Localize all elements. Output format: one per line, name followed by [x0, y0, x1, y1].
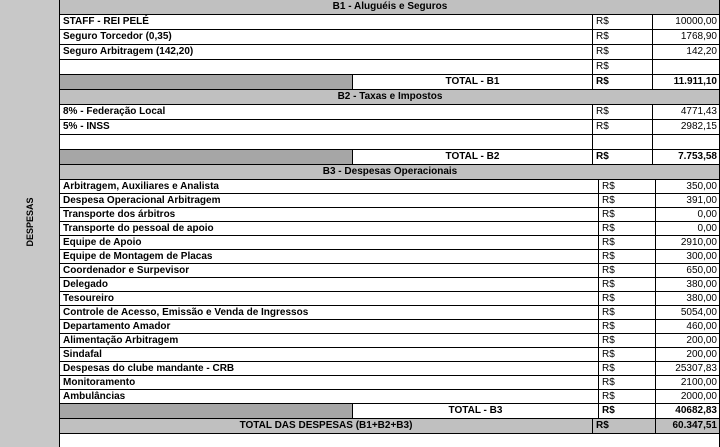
- side-label: DESPESAS: [25, 197, 35, 247]
- currency-cell: [593, 135, 653, 149]
- section-total-row: [60, 75, 720, 90]
- expense-value: [653, 60, 720, 74]
- currency-cell: R$: [599, 236, 656, 249]
- grand-total-row: [60, 419, 720, 434]
- section-title: B1 - Aluguéis e Seguros: [332, 1, 448, 12]
- section-title: B2 - Taxas e Impostos: [337, 91, 443, 102]
- currency-cell: R$: [599, 264, 656, 277]
- currency-cell: R$: [599, 180, 656, 193]
- currency-cell: R$: [599, 334, 656, 347]
- expense-value: 25307,83: [675, 363, 717, 374]
- section-total-value: 40682,83: [675, 405, 717, 416]
- currency-cell: R$: [593, 150, 653, 164]
- expense-value: [653, 135, 720, 149]
- expense-value: 1768,90: [680, 31, 717, 42]
- expense-label: Despesa Operacional Arbitragem: [60, 194, 599, 207]
- expense-value: 0,00: [697, 209, 717, 220]
- currency-cell: R$: [599, 306, 656, 319]
- currency-cell: R$: [599, 194, 656, 207]
- section-total-label: TOTAL - B2: [353, 150, 593, 164]
- expense-label: 8% - Federação Local: [60, 105, 593, 119]
- expense-value: 142,20: [686, 46, 717, 57]
- expense-label: Equipe de Apoio: [60, 236, 599, 249]
- expense-label: Alimentação Arbitragem: [60, 334, 599, 347]
- expense-label: 5% - INSS: [60, 120, 593, 134]
- total-fill: [60, 75, 353, 89]
- expense-row: [60, 222, 720, 236]
- expense-value: 650,00: [686, 265, 717, 276]
- section-total-value: 11.911,10: [673, 76, 717, 87]
- expense-label: Departamento Amador: [60, 320, 599, 333]
- expense-row: [60, 334, 720, 348]
- expense-row: [60, 362, 720, 376]
- expense-row: [60, 250, 720, 264]
- expense-label: Transporte do pessoal de apoio: [60, 222, 599, 235]
- expense-row: [60, 278, 720, 292]
- section-total-row: [60, 150, 720, 165]
- expense-row: [60, 236, 720, 250]
- currency-cell: R$: [599, 376, 656, 389]
- currency-cell: R$: [593, 30, 653, 44]
- section-total-label: TOTAL - B3: [353, 404, 599, 418]
- expense-value: 0,00: [697, 223, 717, 234]
- expense-label: Coordenador e Surpevisor: [60, 264, 599, 277]
- expense-row: [60, 180, 720, 194]
- expense-label: Monitoramento: [60, 376, 599, 389]
- expense-value: 391,00: [686, 195, 717, 206]
- expense-value: 2100,00: [680, 377, 717, 388]
- total-fill: [60, 404, 353, 418]
- expense-value: 380,00: [686, 279, 717, 290]
- expense-label: Despesas do clube mandante - CRB: [60, 362, 599, 375]
- currency-cell: R$: [593, 75, 653, 89]
- side-column: [0, 0, 60, 447]
- expense-row: [60, 194, 720, 208]
- currency-cell: R$: [599, 208, 656, 221]
- expense-value: 2910,00: [680, 237, 717, 248]
- grand-total-label: TOTAL DAS DESPESAS (B1+B2+B3): [60, 419, 593, 433]
- section-header: [60, 165, 720, 180]
- expense-value: 350,00: [686, 181, 717, 192]
- grand-total-value: 60.347,51: [672, 420, 717, 431]
- expense-label: Seguro Torcedor (0,35): [60, 30, 593, 44]
- expense-row: [60, 208, 720, 222]
- currency-cell: R$: [599, 292, 656, 305]
- expense-label: Equipe de Montagem de Placas: [60, 250, 599, 263]
- expense-row: [60, 120, 720, 135]
- currency-cell: R$: [599, 390, 656, 403]
- expense-value: 200,00: [686, 335, 717, 346]
- currency-cell: R$: [599, 250, 656, 263]
- expense-label: Sindafal: [60, 348, 599, 361]
- total-fill: [60, 150, 353, 164]
- currency-cell: R$: [599, 222, 656, 235]
- currency-cell: R$: [593, 419, 656, 433]
- currency-cell: R$: [593, 45, 653, 59]
- expense-value: 4771,43: [680, 106, 717, 117]
- currency-cell: R$: [593, 60, 653, 74]
- expense-row: [60, 60, 720, 75]
- expense-row: [60, 348, 720, 362]
- expense-row: [60, 320, 720, 334]
- expense-label: Controle de Acesso, Emissão e Venda de Ingressos: [60, 306, 599, 319]
- expense-label: Ambulâncias: [60, 390, 599, 403]
- expense-row: [60, 306, 720, 320]
- expense-row: [60, 15, 720, 30]
- currency-cell: R$: [599, 278, 656, 291]
- section-total-label: TOTAL - B1: [353, 75, 593, 89]
- expenses-table: [60, 0, 720, 434]
- expense-value: 10000,00: [675, 16, 717, 27]
- expense-value: 380,00: [686, 293, 717, 304]
- currency-cell: R$: [599, 348, 656, 361]
- expense-value: 2000,00: [680, 391, 717, 402]
- expense-value: 300,00: [686, 251, 717, 262]
- expense-value: 460,00: [686, 321, 717, 332]
- currency-cell: R$: [599, 362, 656, 375]
- expense-label: [60, 60, 593, 74]
- section-total-row: [60, 404, 720, 419]
- expense-row: [60, 376, 720, 390]
- currency-cell: R$: [593, 120, 653, 134]
- expense-row: [60, 292, 720, 306]
- expense-value: 200,00: [686, 349, 717, 360]
- expense-row: [60, 135, 720, 150]
- section-header: [60, 0, 720, 15]
- expense-label: Transporte dos árbitros: [60, 208, 599, 221]
- expense-label: STAFF - REI PELÉ: [60, 15, 593, 29]
- section-total-value: 7.753,58: [678, 151, 717, 162]
- expense-label: Tesoureiro: [60, 292, 599, 305]
- expense-label: [60, 135, 593, 149]
- section-header: [60, 90, 720, 105]
- expense-row: [60, 264, 720, 278]
- expense-row: [60, 105, 720, 120]
- expense-value: 2982,15: [680, 121, 717, 132]
- section-title: B3 - Despesas Operacionais: [322, 166, 458, 177]
- expense-row: [60, 45, 720, 60]
- currency-cell: R$: [593, 15, 653, 29]
- expense-label: Arbitragem, Auxiliares e Analista: [60, 180, 599, 193]
- expense-value: 5054,00: [680, 307, 717, 318]
- currency-cell: R$: [593, 105, 653, 119]
- currency-cell: R$: [599, 320, 656, 333]
- expense-row: [60, 390, 720, 404]
- expense-label: Delegado: [60, 278, 599, 291]
- expense-row: [60, 30, 720, 45]
- currency-cell: R$: [599, 404, 656, 418]
- expense-label: Seguro Arbitragem (142,20): [60, 45, 593, 59]
